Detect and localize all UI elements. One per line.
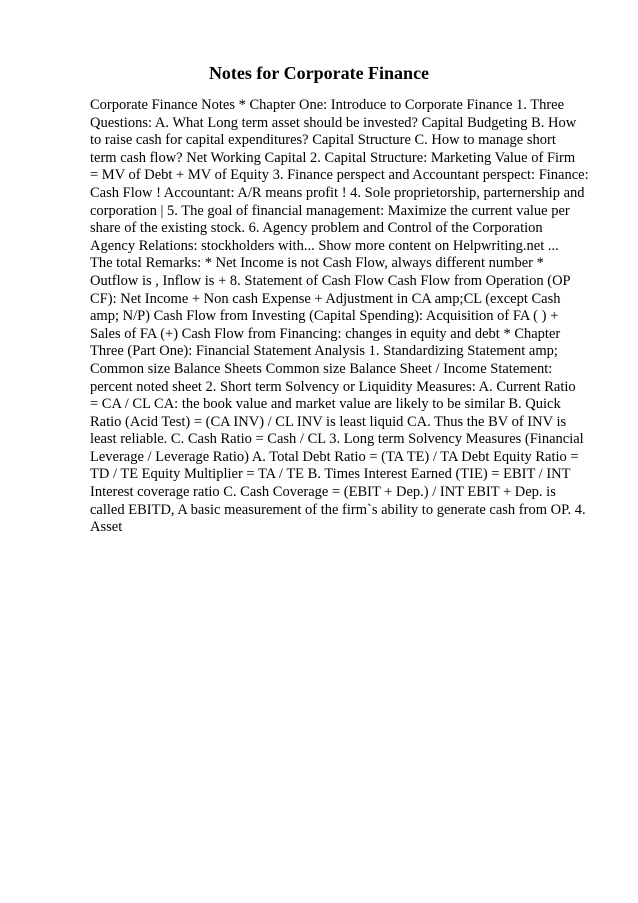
- text-line-14: Sales of FA (+) Cash Flow from Financing: changes in equity and debt * Chapter: [90, 325, 561, 342]
- text-line-17: percent noted sheet 2. Short term Solvency or Liquidity Measures: A. Current Ratio: [90, 378, 576, 395]
- text-line-15: Three (Part One): Financial Statement Analysis 1. Standardizing Statement amp;: [90, 343, 558, 360]
- text-line-8: share of the existing stock. 6. Agency problem and Control of the Corporation: [90, 220, 543, 237]
- text-line-12: CF): Net Income + Non cash Expense + Adjustment in CA amp;CL (except Cash: [90, 290, 561, 307]
- text-line-2: Questions: A. What Long term asset should be invested? Capital Budgeting B. How: [90, 114, 577, 131]
- text-line-20: least reliable. C. Cash Ratio = Cash / CL 3. Long term Solvency Measures (Financial: [90, 431, 584, 448]
- text-line-7: corporation | 5. The goal of financial management: Maximize the current value per: [90, 202, 570, 219]
- text-line-9: Agency Relations: stockholders with... Show more content on Helpwriting.net ...: [90, 237, 559, 254]
- page-title: Notes for Corporate Finance: [208, 63, 430, 83]
- text-line-6: Cash Flow ! Accountant: A/R means profit ! 4. Sole proprietorship, parternership and: [90, 184, 585, 201]
- text-line-18: = CA / CL CA: the book value and market value are likely to be similar B. Quick: [90, 396, 561, 413]
- text-line-25: Asset: [90, 519, 123, 536]
- text-line-1: Corporate Finance Notes * Chapter One: Introduce to Corporate Finance 1. Three: [90, 97, 565, 113]
- text-line-21: Leverage / Leverage Ratio) A. Total Debt Ratio = (TA TE) / TA Debt Equity Ratio =: [90, 448, 579, 465]
- text-line-5: = MV of Debt + MV of Equity 3. Finance perspect and Accountant perspect: Finance:: [90, 167, 589, 184]
- text-line-23: Interest coverage ratio C. Cash Coverage = (EBIT + Dep.) / INT EBIT + Dep. is: [90, 484, 556, 501]
- text-line-11: Outflow is , Inflow is + 8. Statement of Cash Flow Cash Flow from Operation (OP: [90, 272, 571, 289]
- text-line-3: to raise cash for capital expenditures? Capital Structure C. How to manage short: [90, 132, 556, 149]
- body-text: [90, 97, 590, 537]
- text-line-4: term cash flow? Net Working Capital 2. Capital Structure: Marketing Value of Firm: [90, 149, 576, 166]
- text-line-19: Ratio (Acid Test) = (CA INV) / CL INV is least liquid CA. Thus the BV of INV is: [90, 413, 567, 430]
- text-line-24: called EBITD, A basic measurement of the firm`s ability to generate cash from OP. 4.: [90, 501, 586, 518]
- text-line-10: The total Remarks: * Net Income is not Cash Flow, always different number *: [90, 255, 544, 272]
- text-line-16: Common size Balance Sheets Common size Balance Sheet / Income Statement:: [90, 360, 553, 377]
- text-line-22: TD / TE Equity Multiplier = TA / TE B. Times Interest Earned (TIE) = EBIT / INT: [90, 466, 571, 483]
- text-line-13: amp; N/P) Cash Flow from Investing (Capital Spending): Acquisition of FA ( ) +: [90, 308, 559, 325]
